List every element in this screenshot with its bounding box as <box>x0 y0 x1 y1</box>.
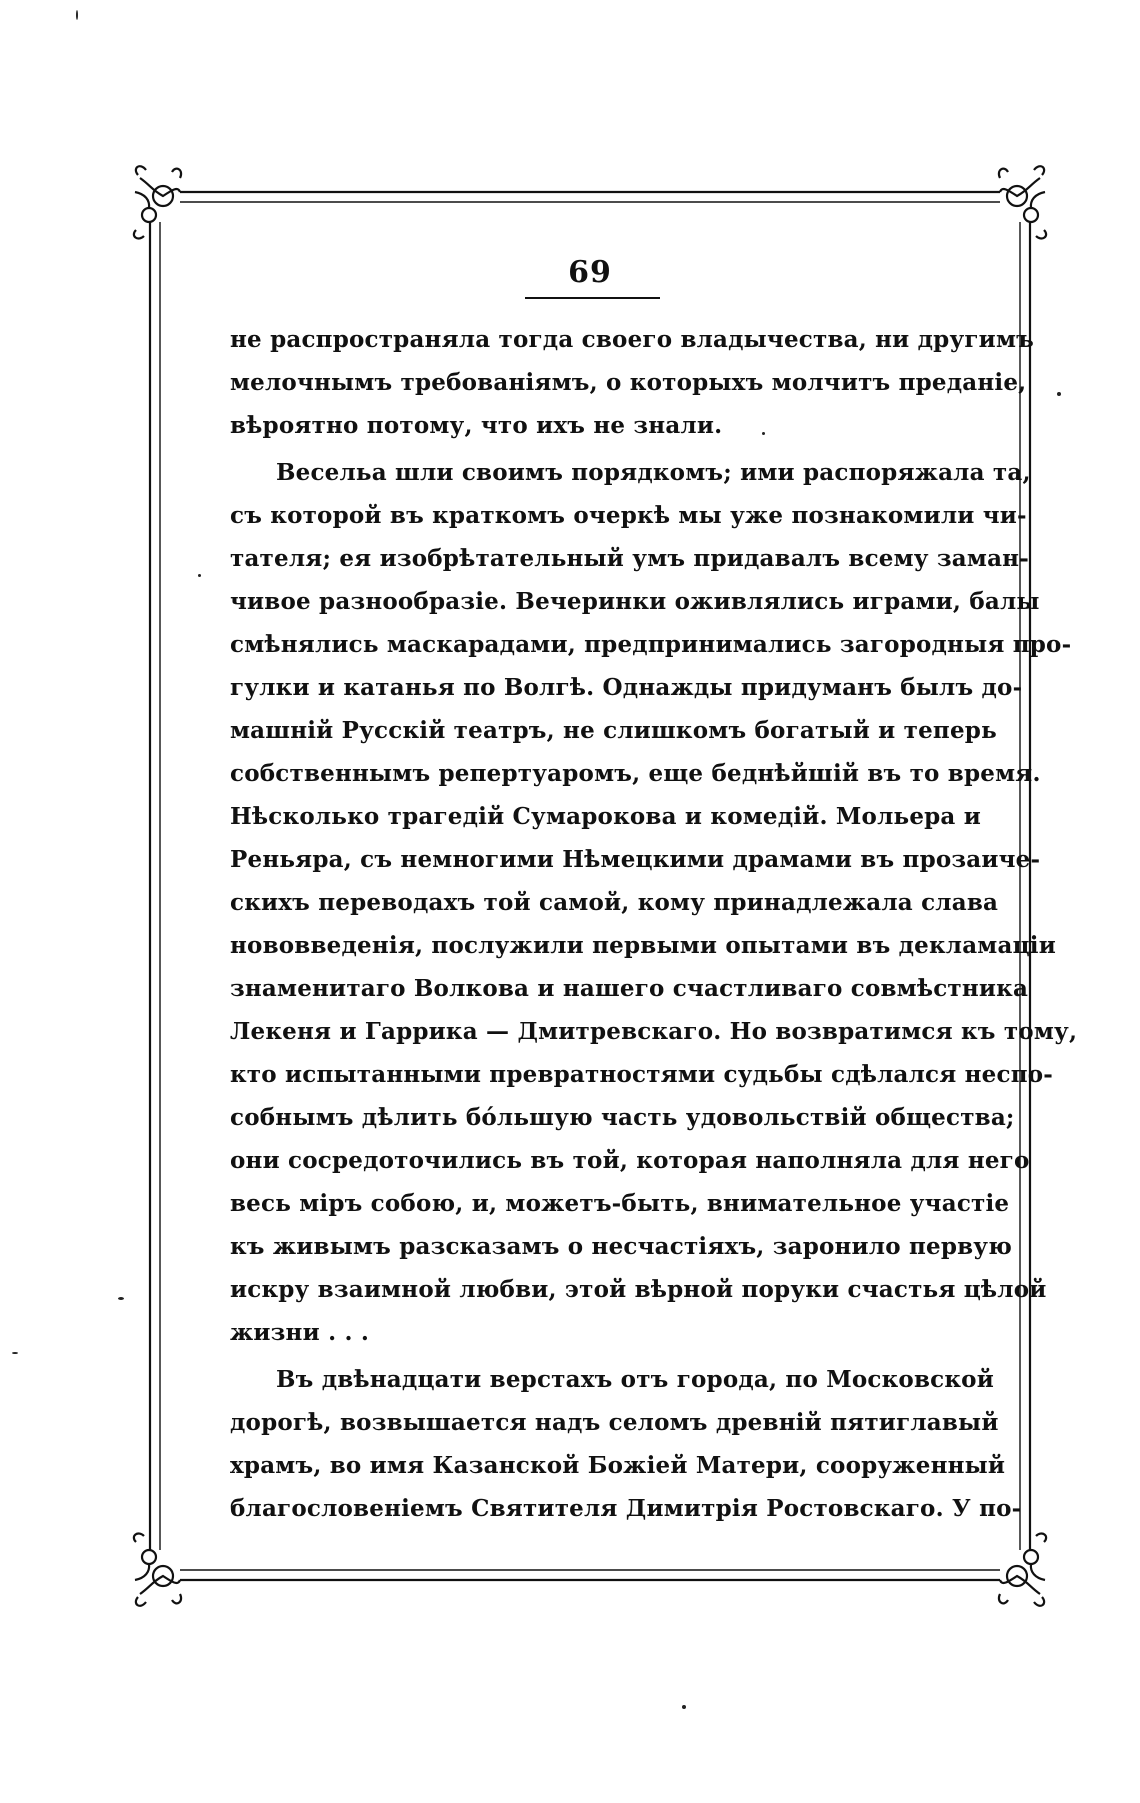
text-line: Реньяра, съ немногими Нѣмецкими драмами въ прозаиче- <box>230 846 1041 873</box>
scan-speck <box>12 1352 18 1354</box>
text-line: дорогѣ, возвышается надъ селомъ древній пятиглавый <box>230 1409 999 1436</box>
scan-speck <box>682 1705 686 1709</box>
flourish-top-right-icon <box>999 166 1046 238</box>
text-line: Весельа шли своимъ порядкомъ; ими распоряжала та, <box>276 459 1031 486</box>
text-line: жизни . . . <box>230 1319 370 1346</box>
paragraph <box>230 1358 1022 1530</box>
text-line: чивое разнообразіе. Вечеринки оживлялись играми, балы <box>230 588 1040 615</box>
text-line: знаменитаго Волкова и нашего счастливаго совмѣстника <box>230 975 1029 1002</box>
text-line: они сосредоточились въ той, которая наполняла для него <box>230 1147 1030 1174</box>
flourish-bottom-left-icon <box>134 1534 181 1606</box>
text-line: Въ двѣнадцати верстахъ отъ города, по Московской <box>276 1366 994 1393</box>
page-number-rule <box>525 297 660 299</box>
text-line: тателя; ея изобрѣтательный умъ придавалъ всему заман- <box>230 545 1029 572</box>
text-line: машній Русскій театръ, не слишкомъ богатый и теперь <box>230 717 997 744</box>
text-line: собнымъ дѣлить бо́льшую часть удовольствій общества; <box>230 1104 1015 1131</box>
scan-speck <box>198 574 201 577</box>
body-text <box>230 318 1078 1530</box>
text-line: къ живымъ разсказамъ о несчастіяхъ, заронило первую <box>230 1233 1013 1260</box>
text-line: смѣнялись маскарадами, предпринимались загородныя про- <box>230 631 1072 658</box>
text-line: нововведенія, послужили первыми опытами въ декламаціи <box>230 932 1056 959</box>
text-line: храмъ, во имя Казанской Божіей Матери, сооруженный <box>230 1452 1006 1479</box>
text-line: весь міръ собою, и, можетъ-быть, внимательное участіе <box>230 1190 1010 1217</box>
text-line: мелочнымъ требованіямъ, о которыхъ молчитъ преданіе, <box>230 369 1027 396</box>
page-number: 69 <box>568 255 612 290</box>
text-line: скихъ переводахъ той самой, кому принадлежала слава <box>230 889 999 916</box>
scan-speck <box>1057 392 1061 396</box>
text-line: Лекеня и Гаррика — Дмитревскаго. Но возвратимся къ тому, <box>230 1018 1078 1045</box>
text-line: вѣроятно потому, что ихъ не знали. <box>230 412 723 439</box>
paragraph <box>230 451 1078 1354</box>
scan-speck <box>76 10 78 20</box>
text-line: кто испытанными превратностями судьбы сдѣлался неспо- <box>230 1061 1054 1088</box>
text-line: благословеніемъ Святителя Димитрія Ростовскаго. У по- <box>230 1495 1022 1522</box>
text-line: собственнымъ репертуаромъ, еще беднѣйшій въ то время. <box>230 760 1041 787</box>
scan-speck <box>118 1297 124 1300</box>
text-line: съ которой въ краткомъ очеркѣ мы уже познакомили чи- <box>230 502 1027 529</box>
flourish-bottom-right-icon <box>999 1534 1046 1606</box>
flourish-top-left-icon <box>134 166 181 238</box>
text-line: Нѣсколько трагедій Сумарокова и комедій. Мольера и <box>230 803 981 830</box>
paragraph <box>230 318 1034 447</box>
text-line: не распространяла тогда своего владычества, ни другимъ <box>230 326 1034 353</box>
text-line: гулки и катанья по Волгѣ. Однажды придуманъ былъ до- <box>230 674 1023 701</box>
text-line: искру взаимной любви, этой вѣрной поруки счастья цѣлой <box>230 1276 1047 1303</box>
